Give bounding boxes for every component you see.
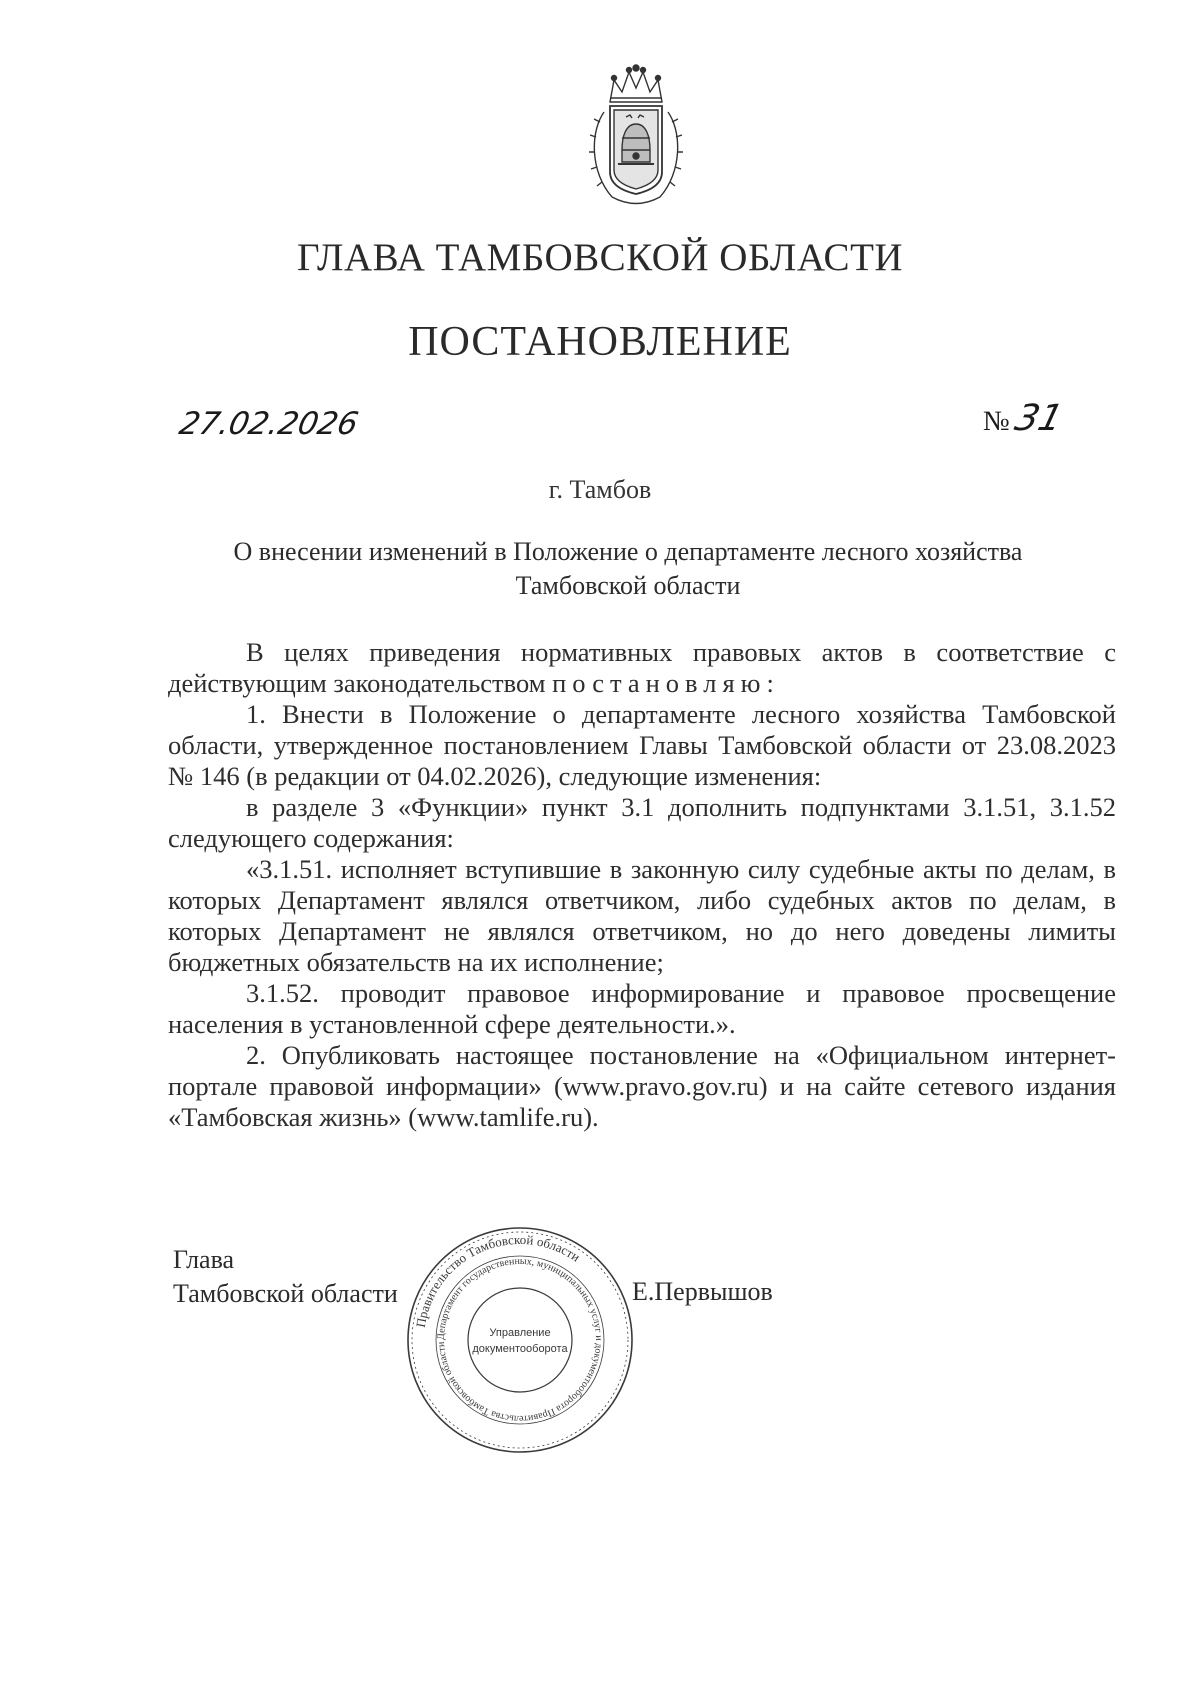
document-type-heading: ПОСТАНОВЛЕНИЕ [408, 319, 792, 365]
preamble-text: В целях приведения нормативных правовых актов в соответствие с действующим законодательством [168, 637, 1116, 698]
document-body [168, 637, 1116, 1133]
tambov-coat-of-arms-emblem [582, 62, 690, 212]
subject-line-2: Тамбовской области [515, 571, 741, 600]
subitem-3151-paragraph: «3.1.51. исполняет вступившие в законную силу судебные акты по делам, в которых Департамент являлся ответчиком, либо судебных актов по делам, в которых Департамент не являлся ответчиком, но до него доведены лимиты бюджетных обязательств на их исполнение; [168, 854, 1116, 977]
resolve-word: постановляю [552, 668, 767, 698]
number-sign: № [983, 406, 1010, 437]
handwritten-date: 27.02.2026 [176, 406, 362, 442]
handwritten-number: 31 [1010, 398, 1067, 439]
subitem-3152-paragraph: 3.1.52. проводит правовое информирование и правовое просвещение населения в установленной сфере деятельности.». [168, 978, 1116, 1039]
document-subject [160, 535, 1096, 603]
signatory-title-line-1: Глава [173, 1245, 235, 1274]
official-round-stamp [400, 1220, 640, 1460]
stamp-ring-text: Департамент государственных, муниципальных услуг и документооборота Правительства Тамбовской области [435, 1255, 605, 1425]
item-1-paragraph: 1. Внести в Положение о департаменте лесного хозяйства Тамбовской области, утвержденное постановлением Главы Тамбовской области от 23.08.2023 № 146 (в редакции от 04.02.2026), следующие изменения: [168, 699, 1116, 791]
signatory-title-line-2: Тамбовской области [173, 1279, 398, 1308]
stamp-inner-text-top: Управление [489, 1327, 551, 1339]
signatory-name: Е.Первышов [632, 1277, 773, 1306]
signatory-title [173, 1243, 398, 1311]
item-1-subparagraph: в разделе 3 «Функции» пункт 3.1 дополнить подпунктами 3.1.51, 3.1.52 следующего содержания: [168, 792, 1116, 853]
stamp-outer-text: Правительство Тамбовской области [412, 1231, 583, 1329]
item-2-paragraph: 2. Опубликовать настоящее постановление на «Официальном интернет-портале правовой информации» (www.pravo.gov.ru) и на сайте сетевого издания «Тамбовская жизнь» (www.tamlife.ru). [168, 1040, 1116, 1132]
authority-title: ГЛАВА ТАМБОВСКОЙ ОБЛАСТИ [296, 236, 904, 279]
document-number [983, 398, 1067, 439]
preamble-paragraph [168, 637, 1116, 699]
city-line: г. Тамбов [548, 475, 652, 504]
stamp-inner-text-bottom: документооборота [472, 1343, 568, 1355]
subject-line-1: О внесении изменений в Положение о департаменте лесного хозяйства [233, 537, 1023, 566]
preamble-end: : [766, 668, 774, 698]
